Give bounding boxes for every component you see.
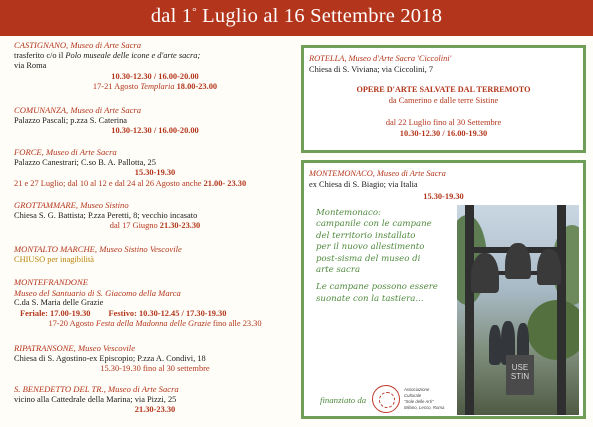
entry-force [14, 147, 296, 189]
entry-hours: Feriale: 17.00-19.30 Festivo: 10.30-12.45 / 17.30-19.30 [20, 308, 227, 318]
script-line: post-sisma del museo di [316, 253, 421, 264]
entry-hours: 15.30-19.30 [134, 168, 176, 178]
rotella-address: Chiesa di S. Viviana; via Ciccolini, 7 [309, 65, 434, 74]
bell-tower-description [316, 208, 454, 311]
entry-montefrandone [14, 277, 296, 330]
entry-ripatransone [14, 343, 296, 375]
montemonaco-address: ex Chiesa di S. Biagio; via Italia [309, 180, 418, 189]
exhibit-subtitle: da Camerino e dalle terre Sistine [388, 96, 499, 105]
entry-comunanza [14, 105, 296, 137]
entry-hours: dal 17 Giugno 21.30-23.30 [109, 221, 201, 231]
entry-hours: 15.30-19.30 fino al 30 settembre [100, 364, 210, 374]
script-line: suonate con la tastiera... [316, 293, 424, 304]
association-logo [372, 385, 400, 413]
entry-grottammare [14, 200, 296, 232]
script-line: del territorio installato [316, 230, 416, 241]
entry-subtitle: Museo del Santuario di S. Giacomo della Marca [14, 287, 181, 298]
script-line: Le campane possono essere [316, 282, 438, 293]
entry-address: trasferito c/o il Polo museale delle icone e d'arte sacra; [14, 50, 201, 60]
entry-san-benedetto [14, 384, 296, 416]
entry-extra-hours: 17-20 Agosto Festa della Madonna delle Grazie fino alle 23.30 [48, 319, 262, 329]
entry-title: FORCE, Museo di Arte Sacra [14, 147, 117, 157]
entry-title: S. BENEDETTO DEL TR., Museo di Arte Sacra [14, 384, 179, 394]
entry-title: MONTEFRANDONE [14, 277, 88, 287]
entry-montalto-marche [14, 244, 296, 265]
header-banner [0, 0, 593, 36]
entry-address: Palazzo Canestrari; C.so B. A. Pallotta, 25 [14, 157, 156, 167]
rotella-title: ROTELLA, Museo d'Arte Sacra 'Ciccolini' [309, 54, 452, 63]
script-line: campanile con le campane [316, 219, 432, 230]
entry-address: Palazzo Pascali; p.zza S. Caterina [14, 115, 128, 125]
bell-tower-photo [457, 205, 579, 415]
entry-title: CASTIGNANO, Museo di Arte Sacra [14, 40, 142, 50]
montemonaco-box [301, 160, 586, 419]
entry-title: RIPATRANSONE, Museo Vescovile [14, 343, 136, 353]
script-line: per il nuovo allestimento [316, 242, 425, 253]
bell-plaque: USE STIN [506, 355, 534, 395]
exhibit-dates: dal 22 Luglio fino al 30 Settembre [385, 118, 502, 127]
rotella-box [301, 45, 586, 153]
entry-hours: 10.30-12.30 / 16.00-20.00 [111, 126, 199, 136]
exhibit-title: OPERE D'ARTE SALVATE DAL TERREMOTO [356, 85, 531, 94]
page-title: dal 1° Luglio al 16 Settembre 2018 [150, 5, 443, 27]
entry-address-2: via Roma [14, 61, 47, 71]
entry-address: Chiesa S. G. Battista; P.zza Peretti, 8; vecchio incasato [14, 210, 198, 220]
entry-castignano [14, 40, 296, 93]
script-line: arte sacra [316, 265, 361, 276]
entry-title: GROTTAMMARE, Museo Sistino [14, 200, 129, 210]
entry-hours: 21.30-23.30 [134, 405, 176, 415]
entry-hours: 10.30-12.30 / 16.00-20.00 [111, 71, 199, 81]
script-line: Montemonaco: [316, 208, 381, 218]
entry-address: Chiesa di S. Agostino-ex Episcopio; P.zza A. Condivi, 18 [14, 353, 206, 363]
entry-title: MONTALTO MARCHE, Museo Sistino Vescovile [14, 244, 182, 254]
entry-extra-hours: 17-21 Agosto Templaria 18.00-23.00 [92, 82, 218, 92]
entry-title: COMUNANZA, Museo di Arte Sacra [14, 105, 142, 115]
funded-by-label: finanziato da [320, 395, 367, 405]
association-name: Associazione Culturale "Sole delle Arti" Milano, Lecco, Roma [404, 387, 445, 410]
entry-address: C.da S. Maria delle Grazie [14, 298, 104, 308]
montemonaco-hours: 15.30-19.30 [423, 192, 464, 201]
entry-extra-hours: 21 e 27 Luglio; dal 10 al 12 e dal 24 al 26 Agosto anche 21.00- 23.30 [14, 178, 247, 188]
exhibit-hours: 10.30-12.30 / 16.00-19.30 [399, 129, 488, 138]
montemonaco-title: MONTEMONACO, Museo di Arte Sacra [309, 169, 446, 178]
entry-address: vicino alla Cattedrale della Marina; via Pizzi, 25 [14, 394, 177, 404]
status-closed: CHIUSO per inagibilità [14, 254, 95, 264]
